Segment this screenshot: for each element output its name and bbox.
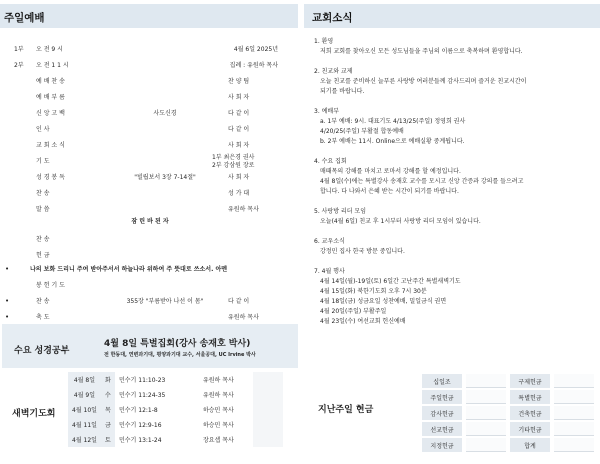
- news-line: 합니다. 다 나와서 은혜 받는 시간이 되기를 바랍니다.: [320, 188, 459, 195]
- service-second-label: 2부: [14, 62, 24, 69]
- news-line: 4월 18일(금) 성금요일 성찬예배, 밀일금식 권면: [320, 298, 447, 305]
- news-line: 강정민 집사 한국 방문 중입니다.: [320, 248, 405, 255]
- news-line: 저희 교회를 찾아오신 모든 성도님들을 주님의 이름으로 축복하며 환영합니다.: [320, 48, 523, 55]
- order-item: 교 회 소 식: [36, 142, 65, 149]
- order-leader: 사 회 자: [228, 174, 250, 181]
- dawn-spacer: [253, 417, 283, 432]
- news-line: a. 1부 예배: 9시. 대표기도 4/13/25(주일) 정영희 권사: [320, 118, 466, 125]
- dawn-verse: 민수기 12:9-16: [118, 422, 162, 429]
- news-line: 오늘(4월 6일) 친교 후 1시부터 사랑방 리더 모임이 있습니다.: [320, 218, 481, 225]
- service-date: 4월 6일 2025년: [233, 46, 278, 53]
- order-leader: 다 같 이: [228, 126, 250, 133]
- table-row: [422, 374, 594, 388]
- dawn-spacer: [253, 372, 283, 387]
- dawn-leader: 장요셉 목사: [202, 437, 234, 444]
- order-leader: 유원하 목사: [228, 206, 259, 213]
- wednesday-study-speaker: 전 한동대, 연변과기대, 평양과기대 교수, 서울공대, UC Irvine 박사: [104, 352, 256, 358]
- table-row: [422, 390, 594, 404]
- dawn-verse: 민수기 11:24-35: [118, 392, 166, 399]
- dawn-spacer: [253, 402, 283, 417]
- dawn-date: 4월 12일: [68, 432, 101, 447]
- dawn-day: 화: [101, 372, 115, 387]
- dawn-leader: 하승민 목사: [202, 407, 234, 414]
- offering-label: 주일헌금: [422, 390, 462, 404]
- offering-amount: [466, 422, 506, 436]
- table-row: [422, 406, 594, 420]
- offering-label: 건축헌금: [510, 406, 550, 420]
- dawn-spacer: [253, 387, 283, 402]
- dawn-prayer-title: 새벽기도회: [12, 409, 56, 419]
- order-leader: 유원하 목사: [228, 314, 259, 321]
- wednesday-study-title: 수요 성경공부: [14, 346, 70, 356]
- offering-label: 십일조: [422, 374, 462, 388]
- bullet-icon: •: [5, 297, 10, 305]
- order-item: 헌 금: [36, 252, 50, 259]
- news-title: 7. 4월 행사: [314, 268, 345, 275]
- news-line: 되기를 바랍니다.: [320, 88, 365, 95]
- news-title: 6. 교우소식: [314, 238, 345, 245]
- table-row: [68, 417, 283, 432]
- order-item: 말 씀: [36, 206, 50, 213]
- order-item: 찬 송: [36, 298, 50, 305]
- order-detail: 355장 "부름받아 나선 이 몸": [126, 298, 204, 305]
- order-item: 찬 송: [36, 236, 50, 243]
- order-detail: 사도신경: [153, 110, 177, 117]
- order-item: 예 배 부 름: [36, 94, 65, 101]
- dawn-date: 4월 9일: [68, 387, 101, 402]
- order-item: 봉 헌 기 도: [36, 282, 65, 289]
- order-item: 신 앙 고 백: [36, 110, 65, 117]
- order-leader: 사 회 자: [228, 94, 250, 101]
- offering-table: [418, 372, 598, 454]
- dawn-date: 4월 10일: [68, 402, 101, 417]
- dawn-leader: 하승민 목사: [202, 422, 234, 429]
- news-line: b. 2부 예배는 11시. Online으로 예배실황 중계됩니다.: [320, 138, 465, 145]
- prayer-leader: 2부 강삼원 장로: [212, 162, 255, 169]
- dawn-spacer: [253, 432, 283, 447]
- service-first-label: 1부: [14, 46, 24, 53]
- dawn-day: 수: [101, 387, 115, 402]
- offering-label: 기타헌금: [510, 422, 550, 436]
- offering-amount: [466, 390, 506, 404]
- news-line: 4월 15일(화) 북한기도회 오후 7시 30분: [320, 288, 427, 295]
- offering-label: 감사헌금: [422, 406, 462, 420]
- dawn-date: 4월 11일: [68, 417, 101, 432]
- table-row: [68, 372, 283, 387]
- news-line: 4월 14일(월)-19일(토) 6일간 고난주간 특별새벽기도: [320, 278, 461, 285]
- service-first-time: 오 전 9 시: [36, 46, 63, 53]
- offering-label: 특별헌금: [510, 390, 550, 404]
- table-row: [68, 432, 283, 447]
- news-header: 교회소식: [304, 4, 600, 28]
- offering-amount: [554, 422, 594, 436]
- service-second-time: 오 전 1 1 시: [36, 62, 69, 69]
- dawn-leader: 유원하 목사: [202, 377, 234, 384]
- prayer-leader: 1부 최은경 권사: [212, 154, 255, 161]
- order-leader: 다 같 이: [228, 298, 250, 305]
- news-line: 매때목의 강해를 마치고 로마서 강해를 할 예정입니다.: [320, 168, 461, 175]
- dawn-date: 4월 8일: [68, 372, 101, 387]
- table-row: [68, 387, 283, 402]
- news-line: 오늘 친교를 준비하신 늘푸른 사랑방 여러분들께 감사드리며 즐거운 친교시간이: [320, 78, 527, 85]
- dawn-day: 토: [101, 432, 115, 447]
- news-title: 1. 환영: [314, 38, 334, 45]
- order-leader: 찬 양 팀: [228, 78, 250, 85]
- wednesday-study-main: 4월 8일 특별집회(강사 송재호 박사): [104, 339, 251, 349]
- table-row: [422, 422, 594, 436]
- order-leader: 사 회 자: [228, 142, 250, 149]
- news-title: 3. 예배부: [314, 108, 340, 115]
- order-detail: "빌립보서 3장 7-14절": [134, 174, 196, 181]
- dawn-verse: 민수기 11:10-23: [118, 377, 166, 384]
- order-item: 성 경 봉 독: [36, 174, 65, 181]
- offering-amount: [466, 406, 506, 420]
- offering-label: 구제헌금: [510, 374, 550, 388]
- order-leader: 다 같 이: [228, 110, 250, 117]
- offering-label: 합계: [510, 438, 550, 452]
- offering-hymn-note: 나의 보화 드리니 주여 받아주서서 하늘나라 위하여 주 뜻대로 쓰소서. 아멘: [30, 266, 228, 273]
- news-line: 4/20/25(주일) 부활절 합동예배: [320, 128, 404, 135]
- worship-header: 주일예배: [0, 4, 298, 28]
- dawn-verse: 민수기 12:1-8: [118, 407, 158, 414]
- order-item: 인 사: [36, 126, 50, 133]
- offering-title: 지난주일 현금: [318, 405, 374, 415]
- order-leader: 성 가 대: [228, 190, 250, 197]
- news-title: 5. 사랑방 리더 모임: [314, 208, 367, 215]
- news-title: 2. 친교와 교제: [314, 68, 353, 75]
- offering-amount: [466, 374, 506, 388]
- news-line: 4월 20일(주일) 부활주일: [320, 308, 387, 315]
- news-title: 4. 수요 집회: [314, 158, 347, 165]
- service-officiant: 집례 : 유원하 목사: [229, 62, 278, 69]
- table-row: [68, 402, 283, 417]
- offering-amount: [466, 438, 506, 452]
- dawn-verse: 민수기 13:1-24: [118, 437, 162, 444]
- order-item: 예 배 찬 송: [36, 78, 65, 85]
- dawn-leader: 유원하 목사: [202, 392, 234, 399]
- table-row: [422, 438, 594, 452]
- news-line: 4월 23일(수) 여선교회 헌신예배: [320, 318, 406, 325]
- order-item: 찬 송: [36, 190, 50, 197]
- order-item: 기 도: [36, 158, 50, 165]
- dawn-day: 금: [101, 417, 115, 432]
- dawn-prayer-table: [68, 372, 283, 447]
- dawn-day: 목: [101, 402, 115, 417]
- bullet-icon: •: [5, 313, 10, 321]
- offering-amount: [554, 438, 594, 452]
- offering-amount: [554, 390, 594, 404]
- offering-amount: [554, 406, 594, 420]
- offering-amount: [554, 374, 594, 388]
- offering-label: 선교헌금: [422, 422, 462, 436]
- order-item: 축 도: [36, 314, 50, 321]
- offering-label: 지정헌금: [422, 438, 462, 452]
- bullet-icon: •: [5, 265, 10, 273]
- sent-title: 잠 린 바 된 자: [131, 218, 169, 225]
- news-line: 4월 8일(수)에는 특별강사 송재호 교수를 모시고 신앙 간증과 강의를 들으려고: [320, 178, 524, 185]
